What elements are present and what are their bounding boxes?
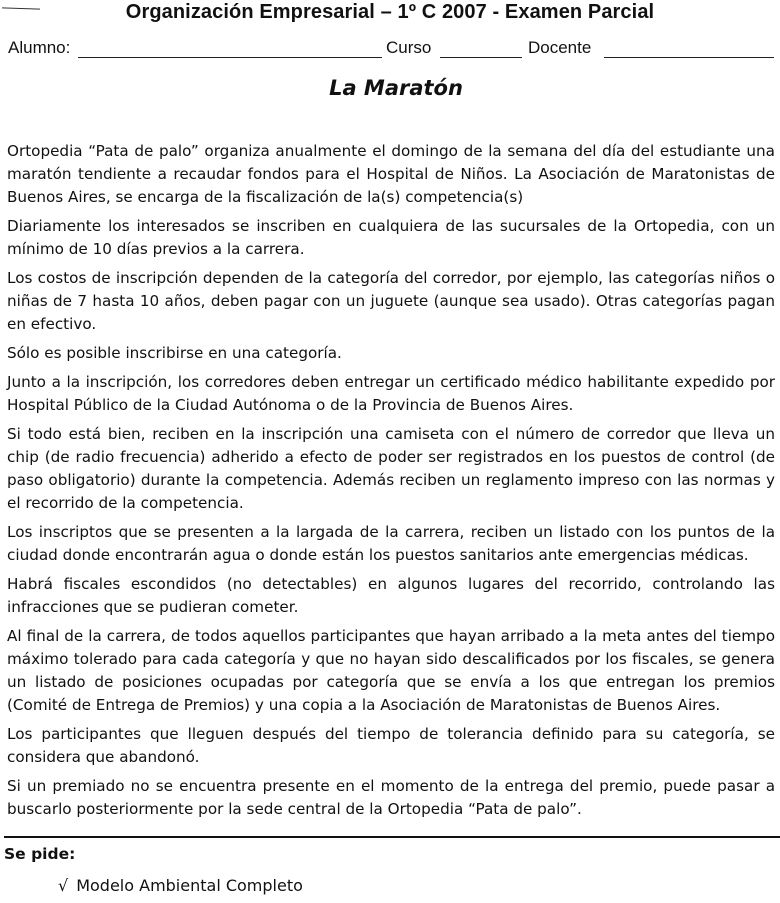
requirement-text: Modelo Ambiental Completo [76,876,303,895]
docente-label: Docente [528,38,592,57]
case-description [7,140,775,827]
paragraph: Si un premiado no se encuentra presente en el momento de la entrega del premio, puede pasar a buscarlo posteriormente por la sede central de la Ortopedia “Pata de palo”. [7,777,775,818]
paragraph: Los participantes que lleguen después del tiempo de tolerancia definido para su categoría, se considera que abandonó. [7,725,775,766]
document-title: La Maratón [329,76,463,100]
requirement-item [58,876,303,895]
paragraph: Junto a la inscripción, los corredores deben entregar un certificado médico habilitante expedido por Hospital Público de la Ciudad Autónoma o de la Provincia de Buenos Aires. [7,373,775,414]
student-fields-row [8,38,778,62]
requirements-label: Se pide: [4,845,76,863]
exam-header-title: Organización Empresarial – 1º C 2007 - Examen Parcial [125,1,655,23]
paragraph: Ortopedia “Pata de palo” organiza anualmente el domingo de la semana del día del estudiante una maratón tendiente a recaudar fondos para el Hospital de Niños. La Asociación de Maratonistas de Buenos Aires, se encarga de la fiscalización de la(s) competencia(s) [7,142,775,206]
curso-blank-line[interactable] [440,57,522,58]
paragraph: Los inscriptos que se presenten a la largada de la carrera, reciben un listado con los puntos de la ciudad donde encontrarán agua o donde están los puestos sanitarios ante emergencias médicas. [7,523,775,564]
docente-blank-line[interactable] [604,57,774,58]
paragraph: Al final de la carrera, de todos aquellos participantes que hayan arribado a la meta antes del tiempo máximo tolerado para cada categoría y que no hayan sido descalificados por los fiscales, se genera un listado de posiciones ocupadas por categoría que se envía a los que entregan los premios (Comité de Entrega de Premios) y una copia a la Asociación de Maratonistas de Buenos Aires. [7,627,775,714]
alumno-blank-line[interactable] [78,57,382,58]
paragraph: Habrá fiscales escondidos (no detectables) en algunos lugares del recorrido, controlando las infracciones que se pudieran cometer. [7,575,775,616]
paragraph: Diariamente los interesados se inscriben en cualquiera de las sucursales de la Ortopedia, con un mínimo de 10 días previos a la carrera. [7,217,775,258]
alumno-label: Alumno: [8,38,71,57]
paragraph: Sólo es posible inscribirse en una categoría. [7,344,342,362]
paragraph: Si todo está bien, reciben en la inscripción una camiseta con el número de corredor que lleva un chip (de radio frecuencia) adherido a efecto de poder ser registrados en los puestos de control (de paso obligatorio) durante la competencia. Además reciben un reglamento impreso con las normas y el recorrido de la competencia. [7,425,775,512]
check-icon: √ [58,876,69,895]
section-divider [4,836,780,838]
paragraph: Los costos de inscripción dependen de la categoría del corredor, por ejemplo, las categorías niños o niñas de 7 hasta 10 años, deben pagar con un juguete (aunque sea usado). Otras categorías pagan en efectivo. [7,269,775,333]
curso-label: Curso [386,38,432,57]
